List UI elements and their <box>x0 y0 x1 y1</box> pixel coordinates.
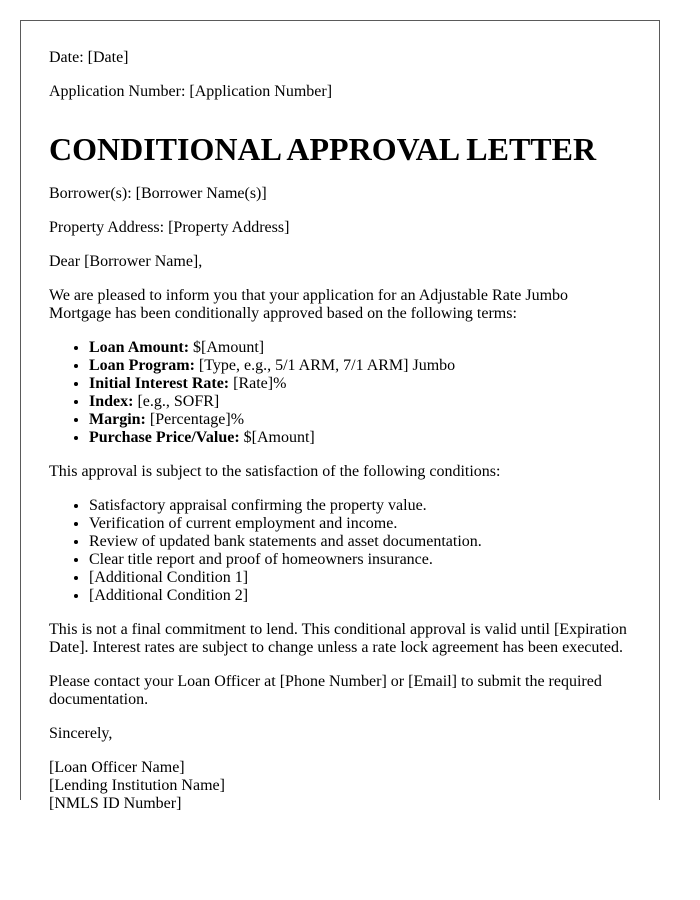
term-label: Loan Amount: <box>89 339 190 356</box>
date-line: Date: [Date] <box>49 49 129 66</box>
condition-item: • Review of updated bank statements and asset documentation. <box>89 533 631 551</box>
letter-document <box>20 20 660 812</box>
loan-terms-list <box>49 339 631 447</box>
nmls-id-number: [NMLS ID Number] <box>49 795 182 812</box>
term-purchase-price <box>89 429 631 447</box>
property-address-line: Property Address: [Property Address] <box>49 219 290 236</box>
term-initial-interest-rate <box>89 375 631 393</box>
term-loan-amount <box>89 339 631 357</box>
loan-officer-name: [Loan Officer Name] <box>49 759 185 776</box>
term-value: [Rate]% <box>229 375 287 392</box>
term-label: Purchase Price/Value: <box>89 429 240 446</box>
term-label: Index: <box>89 393 134 410</box>
term-value: $[Amount] <box>189 339 265 356</box>
contact-paragraph: Please contact your Loan Officer at [Phone Number] or [Email] to submit the required documentation. <box>49 673 602 708</box>
signature-block <box>49 759 631 813</box>
closing-line: Sincerely, <box>49 725 113 742</box>
term-value: [Type, e.g., 5/1 ARM, 7/1 ARM] Jumbo <box>194 357 456 374</box>
term-value: [Percentage]% <box>145 411 245 428</box>
condition-item: • Clear title report and proof of homeowners insurance. <box>89 551 631 569</box>
term-value: $[Amount] <box>239 429 315 446</box>
salutation: Dear [Borrower Name], <box>49 253 203 270</box>
term-label: Initial Interest Rate: <box>89 375 230 392</box>
conditions-intro: This approval is subject to the satisfaction of the following conditions: <box>49 463 501 480</box>
letter-title: CONDITIONAL APPROVAL LETTER <box>49 131 597 167</box>
lending-institution-name: [Lending Institution Name] <box>49 777 225 794</box>
disclaimer-paragraph: This is not a final commitment to lend. This conditional approval is valid until [Expiration Date]. Interest rates are subject to change unless a rate lock agreement has been executed. <box>49 621 627 656</box>
term-label: Margin: <box>89 411 146 428</box>
application-number-line: Application Number: [Application Number] <box>49 83 333 100</box>
term-value: [e.g., SOFR] <box>133 393 220 410</box>
condition-item: • [Additional Condition 1] <box>89 569 631 587</box>
term-index <box>89 393 631 411</box>
term-loan-program <box>89 357 631 375</box>
intro-paragraph: We are pleased to inform you that your application for an Adjustable Rate Jumbo Mortgage has been conditionally approved based on the following terms: <box>49 287 569 322</box>
condition-item: • Verification of current employment and income. <box>89 515 631 533</box>
term-label: Loan Program: <box>89 357 195 374</box>
condition-item: • [Additional Condition 2] <box>89 587 631 605</box>
condition-item: • Satisfactory appraisal confirming the property value. <box>89 497 631 515</box>
term-margin <box>89 411 631 429</box>
borrower-line: Borrower(s): [Borrower Name(s)] <box>49 185 267 202</box>
conditions-list <box>49 497 631 605</box>
